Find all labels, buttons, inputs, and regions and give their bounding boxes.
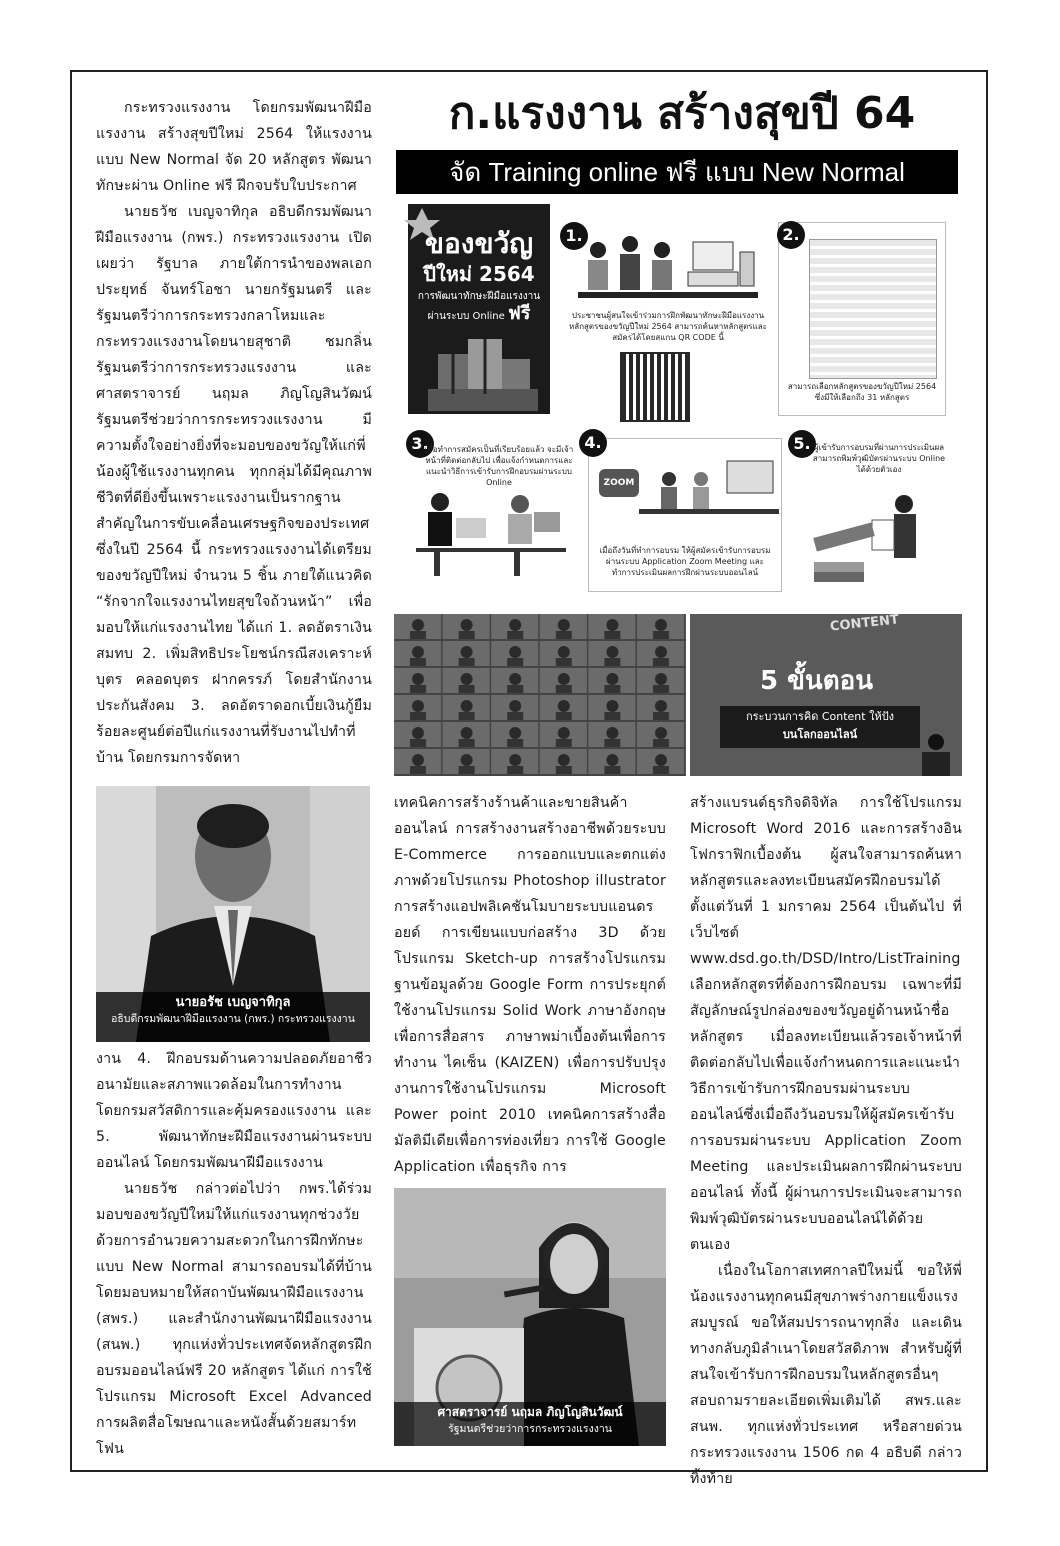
poster-title-2: ปีใหม่ 2564 xyxy=(423,262,535,286)
step-4-panel xyxy=(584,433,782,592)
content-banner xyxy=(690,614,962,776)
step-5-panel xyxy=(788,430,948,590)
step-1-number: 1. xyxy=(560,222,588,250)
photo1-title: อธิบดีกรมพัฒนาฝีมือแรงงาน (กพร.) กระทรวงแรงงาน xyxy=(111,1013,355,1025)
video-call-grid xyxy=(394,614,686,776)
body-paragraph: สร้างแบรนด์ธุรกิจดิจิทัล การใช้โปรแกรม Microsoft Word 2016 และการสร้างอินโฟกราฟิกเบื้องต้น ผู้สนใจสามารถค้นหาหลักสูตรและลงทะเบียนสมัครฝึกอบรมได้ตั้งแต่วันที่ 1 มกราคม 2564 เป็นต้นไป ที่เว็บไซต์ www.dsd.go.th/DSD/Intro/ListTraining เลือกหลักสูตรที่ต้องการฝึกอบรม เฉพาะที่มีสัญลักษณ์รูปกล่องของขวัญอยู่ด้านหน้าชื่อหลักสูตร เมื่อลงทะเบียนแล้วรอเจ้าหน้าที่ติดต่อกลับไปเพื่อแจ้งกำหนดการและแนะนำวิธีการเข้ารับการฝึกอบรมผ่านระบบออนไลน์ซึ่งเมื่อถึงวันอบรมให้ผู้สมัครเข้ารับการอบรมผ่านระบบ Application Zoom Meeting และประเมินผลการฝึกผ่านระบบออนไลน์ ทั้งนี้ ผู้ผ่านการประเมินจะสามารถพิมพ์วุฒิบัตรผ่านระบบออนไลน์ได้ด้วยตนเอง xyxy=(690,795,962,1253)
body-paragraph: งาน 4. ฝึกอบรมด้านความปลอดภัยอาชีวอนามัยและสภาพแวดล้อมในการทำงาน โดยกรมสวัสดิการและคุ้มครองแรงงาน และ 5. พัฒนาทักษะฝีมือแรงงานผ่านระบบออนไลน์ โดยกรมพัฒนาฝีมือแรงงาน xyxy=(96,1051,372,1171)
body-paragraph: เนื่องในโอกาสเทศกาลปีใหม่นี้ ขอให้พี่น้องแรงงานทุกคนมีสุขภาพร่างกายแข็งแรงสมบูรณ์ ขอให้สมปรารถนาทุกสิ่ง และเดินทางกลับภูมิลำเนาโดยสวัสดิภาพ สำหรับผู้ที่สนใจเข้ารับการฝึกอบรมในหลักสูตรอื่นๆ สอบถามรายละเอียดเพิ่มเติมได้ สพร.และสนพ. ทุกแห่งทั่วประเทศ หรือสายด่วนกระทรวงแรงงาน 1506 กด 4 อธิบดี กล่าวทิ้งท้าย xyxy=(690,1263,962,1487)
body-paragraph: เทคนิคการสร้างร้านค้าและขายสินค้าออนไลน์ การสร้างงานสร้างอาชีพด้วยระบบ E-Commerce การออกแบบและตกแต่งภาพด้วยโปรแกรม Photoshop illustrator การสร้างแอปพลิเคชันโมบายระบบแอนดรอยด์ การเขียนแบบก่อสร้าง 3D ด้วยโปรแกรม Sketch-up การสร้างโปรแกรมฐานข้อมูลด้วย Google Form การประยุกต์ใช้งานโปรแกรม Solid Work ภาษาอังกฤษเพื่อการสื่อสาร ภาษาพม่าเบื้องต้นเพื่อการทำงาน ไคเซ็น (KAIZEN) เพื่อการปรับปรุงงานการใช้งานโปรแกรม Microsoft Power point 2010 เทคนิคการสร้างสื่อมัลติมีเดียเพื่อการท่องเที่ยว การใช้ Google Application เพื่อธุรกิจ การ xyxy=(394,795,666,1175)
poster-free: ฟรี xyxy=(507,303,531,324)
step-2-number: 2. xyxy=(777,221,805,249)
poster-title-1: ของขวัญ xyxy=(424,227,534,260)
step-3-number: 3. xyxy=(406,430,434,458)
headline: ก.แรงงาน สร้างสุขปี 64 xyxy=(448,88,916,139)
presenter-illustration xyxy=(916,732,956,776)
step-4-text: เมื่อถึงวันที่ทำการอบรม ให้ผู้สมัครเข้ารับการอบรมผ่านระบบ Application Zoom Meeting และทำการประเมินผลการฝึกผ่านระบบออนไลน์ xyxy=(599,546,771,577)
zoom-meeting-illustration xyxy=(639,459,779,529)
step-1-panel xyxy=(560,222,770,422)
subheadline: จัด Training online ฟรี แบบ New Normal xyxy=(396,150,958,194)
photo1-name: นายอรัช เบญจาทิกุล xyxy=(175,995,291,1010)
photo2-name: ศาสตราจารย์ นฤมล ภิญโญสินวัฒน์ xyxy=(437,1405,623,1419)
zoom-logo xyxy=(599,469,639,497)
body-paragraph: นายธวัช กล่าวต่อไปว่า กพร.ได้ร่วมมอบของขวัญปีใหม่ให้แก่แรงงานทุกช่วงวัยด้วยการอำนวยความสะดวกในการฝึกทักษะแบบ New Normal สามารถอบรมได้ที่บ้านโดยมอบหมายให้สถาบันพัฒนาฝีมือแรงงาน (สพร.) และสำนักงานพัฒนาฝีมือแรงงาน (สนพ.) ทุกแห่งทั่วประเทศจัดหลักสูตรฝึกอบรมออนไลน์ฟรี 20 หลักสูตร ได้แก่ การใช้โปรแกรม Microsoft Excel Advanced การผลิตสื่อโฆษณาและหนังสั้นด้วยสมาร์ทโฟน xyxy=(96,1181,372,1457)
content-tag: CONTENT xyxy=(829,612,900,635)
step-2-panel xyxy=(778,222,946,416)
step-3-text: เมื่อทำการสมัครเป็นที่เรียบร้อยแล้ว จะมีเจ้าหน้าที่ติดต่อกลับไป เพื่อแจ้งกำหนดการและแนะนำวิธีการเข้ารับการฝึกอบรมผ่านระบบ Online xyxy=(424,445,574,487)
zoom-collage-photo xyxy=(394,614,686,776)
people-computer-illustration xyxy=(568,232,768,312)
photo2-title: รัฐมนตรีช่วยว่าการกระทรวงแรงงาน xyxy=(448,1423,612,1435)
gift-poster xyxy=(408,204,550,414)
column-2 xyxy=(394,790,666,1182)
content-big-title: 5 ขั้นตอน xyxy=(760,666,873,696)
zoom-label: ZOOM xyxy=(603,478,635,488)
office-workers-illustration xyxy=(410,490,570,580)
course-list-screenshot xyxy=(809,239,937,379)
column-1-bottom xyxy=(96,1046,372,1457)
step-5-number: 5. xyxy=(788,430,816,458)
column-3 xyxy=(690,790,962,1487)
intro-paragraph: กระทรวงแรงงาน โดยกรมพัฒนาฝีมือแรงงาน สร้างสุขปีใหม่ 2564 ให้แรงงานแบบ New Normal จัด 20 หลักสูตร พัฒนาทักษะผ่าน Online ฟรี ฝึกจบรับใบประกาศ xyxy=(96,100,372,194)
qr-code xyxy=(620,352,690,422)
content-line-2: บนโลกออนไลน์ xyxy=(782,728,858,741)
step-5-text: ผู้เข้ารับการอบรมที่ผ่านการประเมินผลสามารถพิมพ์วุฒิบัตรผ่านระบบ Online ได้ด้วยตัวเอง xyxy=(812,443,946,474)
content-line-1: กระบวนการคิด Content ให้ปัง xyxy=(745,710,895,723)
step-3-panel xyxy=(406,430,576,582)
poster-line-2: ผ่านระบบ Online xyxy=(427,311,505,322)
official-photo xyxy=(96,786,370,1042)
certificate-illustration xyxy=(794,490,944,590)
step-1-text: ประชาชนผู้สนใจเข้าร่วมการฝึกพัฒนาทักษะฝีมือแรงงาน หลักสูตรของขวัญปีใหม่ 2564 สามารถค้นหาหลักสูตรและสมัครได้โดยสแกน QR CODE นี้ xyxy=(569,311,767,342)
column-1-top xyxy=(96,95,372,783)
step-2-text: สามารถเลือกหลักสูตรของขวัญปีใหม่ 2564 ซึ่งมีให้เลือกถึง 31 หลักสูตร xyxy=(787,382,937,402)
poster-line-1: การพัฒนาทักษะฝีมือแรงงาน xyxy=(417,291,541,302)
minister-photo xyxy=(394,1188,666,1446)
body-paragraph: นายธวัช เบญจาทิกุล อธิบดีกรมพัฒนาฝีมือแรงงาน (กพร.) กระทรวงแรงงาน เปิดเผยว่า รัฐบาล ภายใต้การนำของพลเอก ประยุทธ์ จันทร์โอชา นายกรัฐมนตรี และรัฐมนตรีว่าการกระทรวงกลาโหมและกระทรวงแรงงานโดยนายสุชาติ ชมกลิ่น รัฐมนตรีว่าการกระทรวงแรงงาน และศาสตราจารย์ นฤมล ภิญโญสินวัฒน์ รัฐมนตรีช่วยว่าการกระทรวงแรงงาน มีความตั้งใจอย่างยิ่งที่จะมอบของขวัญให้แก่พี่น้องผู้ใช้แรงงานทุกคน ทุกกลุ่มได้มีคุณภาพชีวิตที่ดียิ่งขึ้นเพราะแรงงานเป็นรากฐานสำคัญในการขับเคลื่อนเศรษฐกิจของประเทศ ซึ่งในปี 2564 นี้ กระทรวงแรงงานได้เตรียมของขวัญปีใหม่ จำนวน 5 ชิ้น ภายใต้แนวคิด “รักจากใจแรงงานไทยสุขใจถ้วนหน้า” เพื่อมอบให้แก่แรงงานไทย ได้แก่ 1. ลดอัตราเงินสมทบ 2. เพิ่มสิทธิประโยชน์กรณีสงเคราะห์บุตร คลอดบุตร ฝากครรภ์ โดยสำนักงานประกันสังคม 3. ลดอัตราดอกเบี้ยเงินกู้ยืมร้อยละศูนย์ต่อปีแก่แรงงานที่รับงานไปทำที่บ้าน โดยกรมการจัดหา xyxy=(96,204,372,766)
step-4-number: 4. xyxy=(579,429,607,457)
